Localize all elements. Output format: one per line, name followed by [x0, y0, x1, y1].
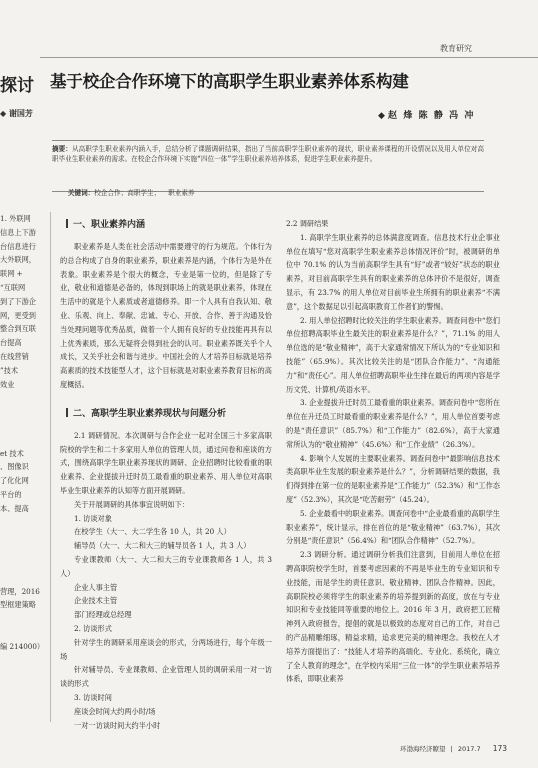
prev-article-line: 了化化网 [0, 476, 29, 486]
section1-heading [60, 217, 272, 230]
prev-article-line: 效业 [0, 379, 15, 389]
abstract-text [52, 141, 484, 164]
section2-heading [60, 406, 272, 419]
prev-article-line [0, 557, 50, 571]
prev-article-line: 网，更受到 [0, 310, 36, 320]
paragraph: 座谈会时间大约两小时/场 [74, 706, 156, 716]
paragraph: 1. 高职学生职业素养的总体满意度调查。信息技术行业企事业单位在填写“您对高职学生职业素养总体情况评价”时，被调研的单位中 70.1% 的认为当前高职学生具有“好”或者“较好”状态的职业素养，对目前高职学生具有的职业素养的总体评价不是很好，调查显示，有 23.7% 的用人单位对目前毕业生所拥有的职业素养“不满意”，这个数据足以引起高职教育工作者们的警惕。 [286, 232, 500, 311]
paragraph: 2.3 调研分析。通过调研分析我们注意到，目前用人单位在招聘高职院校学生时，首要考虑因素的不再是毕业生的专业知识和专业技能，而是学生的责任意识、敬业精神、团队合作精神。因此，高职院校必须将学生的职业素养的培养提到新的高度，放在与专业知识和专业技能同等重要的地位上。2016 年 3 月，政府把工匠精神列入政府报告，提倡的就是以极致的态度对自己的工作，对自己的产品精雕细琢，精益求精，追求更完美的精神理念。我校在人才培养方面提出了：“技能人才培养的高端化、专业化、系统化，确立了全人教育的理念”，在学校内采用“三位一体”的学生职业素养培养体系，即职业素养 [286, 550, 500, 684]
footer-separator: | [450, 745, 453, 753]
footer-issue: 2017.7 [457, 745, 481, 753]
prev-article-line: 营理，2016 [0, 586, 40, 596]
keywords-body: 校企合作；高职学生； 职业素养 [94, 189, 195, 197]
prev-article-line: 到了下游企 [0, 296, 36, 306]
paragraph: 专业课教师（大一、大二和大三的专业课教师各 1 人，共 3 人） [60, 554, 272, 578]
prev-article-line: 、图像识 [0, 462, 29, 472]
paragraph: 企业技术主管 [74, 596, 118, 606]
paragraph: 针对辅导员、专业课教师、企业管理人员的调研采用一对一访谈的形式 [60, 665, 272, 689]
prev-article-line: 联网 + [0, 269, 23, 279]
footer-page: 173 [492, 744, 508, 753]
prev-article-line: 编 214000） [0, 641, 45, 651]
prev-article-line [0, 571, 50, 585]
paragraph: 1. 访谈对象 [74, 513, 112, 523]
prev-article-column [0, 212, 50, 654]
paragraph: 2. 访谈形式 [74, 623, 112, 633]
paragraph: 职业素养是人类在社会活动中需要遵守的行为规范。个体行为的总合构成了自身的职业素养，职业素养是内涵，个体行为是外在表象。职业素养是个很大的概念，专业是第一位的，但是除了专业，敬业和道德是必备的，体现到职场上的就是职业素养，体现在生活中的就是个人素质或者道德修养。即一个人具有自我认知、敬业、乐观、向上、奉献、忠诚、专心、开放、合作、善于沟通及恰当处理问题等优秀品质，做着一个人拥有良好的专业技能再具有以上优秀素质，那么无疑将会得到社会的认可。职业素养既关乎个人成长，又关乎社会和谐与进步。中国社会的人才培养目标就是培养高素质的技术技能型人才，这个目标就是对职业素养教育目标的高度概括。 [60, 242, 272, 389]
footer-journal: 环渤海经济瞭望 [400, 745, 446, 753]
prev-article-line [0, 543, 50, 557]
prev-article-line: 台提高 [0, 338, 22, 348]
paragraph: 4. 影响个人发展的主要职业素养。调查问卷中“最影响信息技术类高职毕业生发展的职业素养是什么？”，分析调研结果的数据，我们得到排在第一位的是职业素养是“工作能力”（52.3%）和“工作态度”（52.3%），其次是“吃苦耐劳”（45.24）。 [286, 453, 500, 504]
paragraph: 2. 用人单位招聘时比较关注的学生职业素养。调查问卷中“您们单位招聘高职毕业生最关注的职业素养是什么？”，71.1% 的用人单位选的是“敬业精神”，高于大家通常情况下所认为的“专业知识和技能”（65.9%）。其次比较关注的是“团队合作能力”、“沟通能力”和“责任心”。用人单位招聘高职毕业生排在最后的两项内容是学历文凭、计算机/英语水平。 [286, 315, 500, 394]
prev-article-line: 在线营销 [0, 351, 29, 361]
abstract-label: 摘要： [52, 145, 72, 153]
prev-article-line: 型框建策略 [0, 600, 36, 610]
abstract-body: 从高职学生职业素养内涵入手，总结分析了课题调研结果，指出了当前高职学生职业素养的现状，职业素养课程的开设情况以及用人单位对高职毕业生职业素养的需求。在校企合作环境下实施“四位一体”学生职业素养培养体系，促进学生职业素养提升。 [52, 145, 485, 163]
prev-article-line [0, 626, 50, 640]
prev-article-line [0, 405, 50, 419]
left-column [60, 217, 272, 732]
prev-article-line: 1. 外联网 [0, 214, 31, 223]
keywords-line [52, 179, 195, 205]
paragraph: 企业人事主管 [74, 582, 118, 592]
keywords-label: 关键词： [67, 189, 95, 197]
prev-article-line [0, 516, 50, 530]
prev-article-line [0, 612, 50, 626]
paragraph: 针对学生的调研采用座谈会的形式，分两场进行，每个年级一场 [60, 637, 272, 661]
section2-title: 二、高职学生职业素养现状与问题分析 [73, 408, 227, 419]
prev-article-title-fragment: 探讨 [0, 76, 34, 96]
paragraph: 5. 企业最看中的职业素养。调查问卷中“企业最看重的高职学生职业素养”，统计显示，排在首位的是“敬业精神”（63.7%），其次分别是“责任意识”（56.4%）和“团队合作精神”（52.7%）。 [286, 508, 500, 546]
abstract-block [52, 140, 485, 197]
paragraph: 在校学生（大一、大二学生各 10 人，共 20 人） [74, 527, 231, 537]
prev-article-line: 平台的 [0, 489, 22, 499]
prev-article-line [0, 433, 50, 447]
prev-article-line: et 技术 [0, 448, 24, 458]
subsection-heading: 2.2 调研结果 [286, 219, 329, 228]
section-label: 教育研究 [440, 44, 472, 53]
prev-article-line: 整合到互联 [0, 324, 36, 334]
section1-title: 一、职业素养内涵 [73, 220, 146, 230]
page-footer [400, 744, 507, 753]
prev-article-line: “互联网 [0, 282, 26, 292]
prev-article-line [0, 419, 50, 433]
article-title: 基于校企合作环境下的高职学生职业素养体系构建 [50, 72, 409, 91]
paragraph: 关于开展调研的具体事宜说明如下： [74, 499, 190, 509]
paragraph: 一对一访谈时间大约半小时 [74, 720, 161, 730]
article-authors: ◆ 赵 烽 陈 静 冯 冲 [378, 111, 474, 121]
prev-article-line [0, 529, 50, 543]
prev-article-line: ”技术 [0, 365, 19, 375]
right-column [286, 217, 500, 686]
running-header-rule [40, 57, 538, 58]
paragraph: 部门经理或总经理 [74, 610, 132, 620]
paragraph: 3. 访谈时间 [74, 692, 112, 702]
paragraph: 辅导员（大一、大二和大三的辅导员各 1 人，共 3 人） [74, 541, 251, 551]
heading-marker [66, 408, 68, 417]
column-divider [50, 212, 51, 722]
prev-article-line: 台信息进行 [0, 241, 36, 251]
prev-article-line: 大外联网， [0, 255, 36, 265]
prev-article-line [0, 391, 50, 405]
prev-article-line: 本、提高 [0, 503, 29, 513]
prev-article-line: 信息上下游 [0, 227, 36, 237]
paragraph: 3. 企业提拔升迁时员工最看重的职业素养。调查问卷中“您所在单位在升迁员工时最看重的职业素养是什么？”，用人单位首要考虑的是“责任意识”（85.7%）和“工作能力”（82.6%），高于大家通常所认为的“敬业精神”（45.6%）和“工作业绩”（26.3%）。 [286, 398, 500, 449]
heading-marker [66, 219, 68, 228]
paragraph: 2.1 调研情况。本次调研与合作企业一起对全国三十多家高职院校的学生和二十多家用人单位的管理人员，通过问卷和座谈的方式，围绕高职学生职业素养现状的调研、企业招聘时比较看重的职业素养、企业提拔升迁时员工最看重的职业素养、用人单位对高职毕业生职业素养的认知等方面开展调研。 [60, 430, 272, 495]
prev-article-author-fragment: ◆ 谢国芳 [0, 109, 33, 118]
